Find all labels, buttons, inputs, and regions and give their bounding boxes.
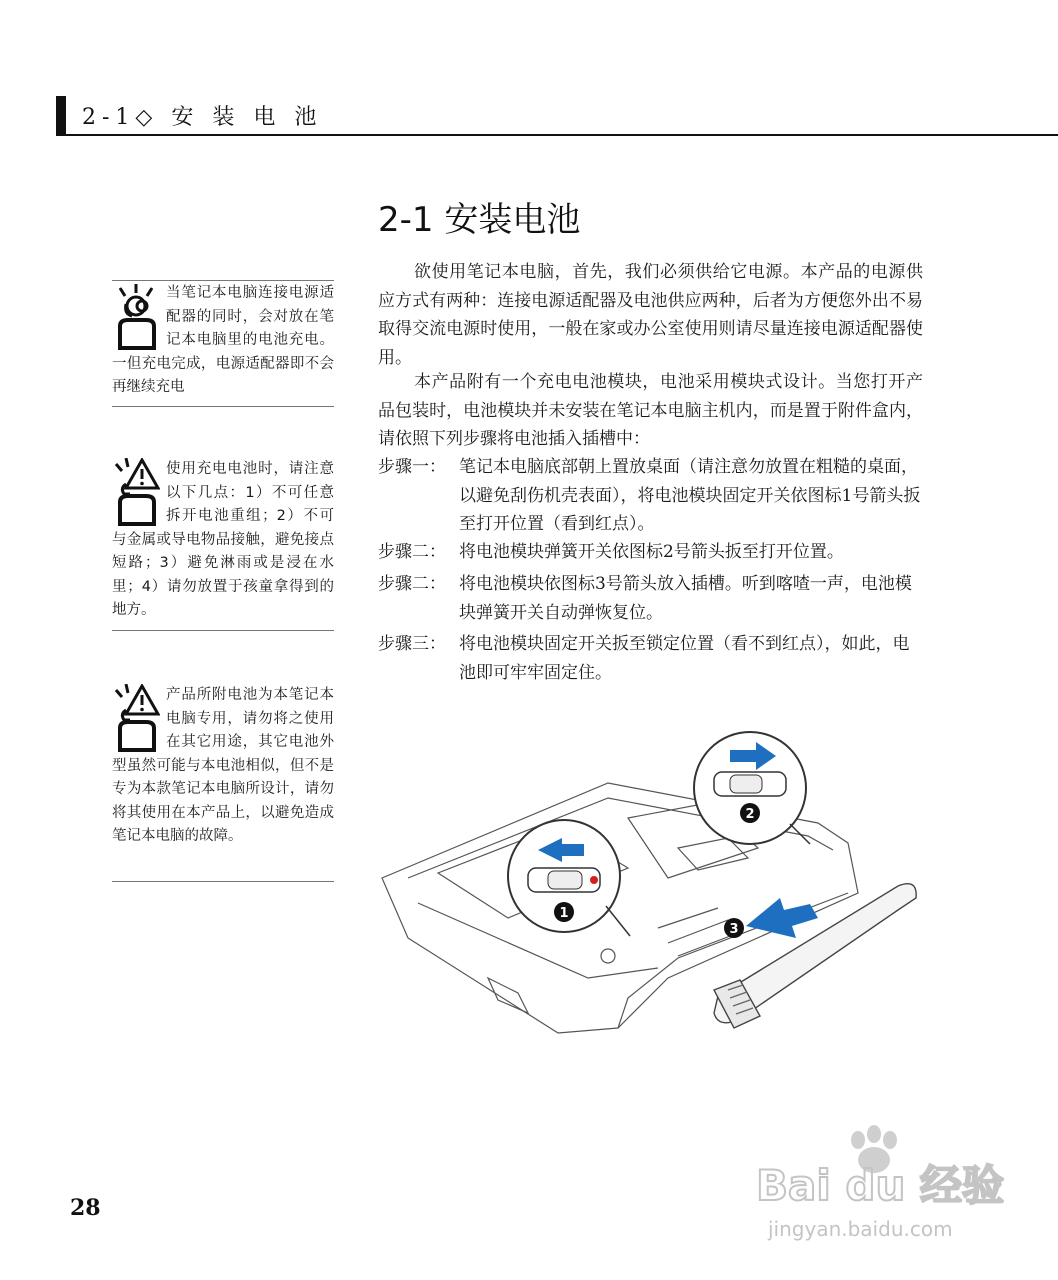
baidu-watermark (750, 1118, 1010, 1248)
intro-paragraph: 欲使用笔记本电脑，首先，我们必须供给它电源。本产品的电源供应方式有两种：连接电源适配器及电池供应两种，后者为方便您外出不易取得交流电源时使用，一般在家或办公室使用则请尽量连接电源适配器使用。 (378, 262, 923, 368)
svg-text:2: 2 (745, 807, 755, 822)
note-rule (112, 881, 334, 882)
note-warning-compatibility (112, 684, 334, 849)
note-text: 产品所附电池为本笔记本电脑专用，请勿将之使用在其它用途，其它电池外型虽然可能与本电池相似，但不是专为本款笔记本电脑所设计，请勿将其使用在本产品上，以避免造成笔记本电脑的故障。 (112, 687, 334, 844)
step-text: 将电池模块弹簧开关依图标2号箭头扳至打开位置。 (459, 542, 844, 562)
note-text: 当笔记本电脑连接电源适配器的同时，会对放在笔记本电脑里的电池充电。一但充电完成，电源适配器即不会再继续充电 (112, 285, 334, 395)
note-warning-usage (112, 458, 334, 623)
note-rule (112, 280, 334, 281)
step-item (378, 570, 923, 627)
warning-person-icon (112, 684, 160, 752)
header-bar (56, 96, 66, 136)
battery-installation-figure (378, 728, 938, 1056)
step-text: 将电池模块固定开关扳至锁定位置（看不到红点），如此，电池即可牢牢固定住。 (459, 634, 910, 683)
latch-zoom-1 (508, 820, 630, 936)
step-label: 步骤三： (378, 634, 446, 654)
note-text: 使用充电电池时，请注意以下几点：1）不可任意拆开电池重组；2）不可与金属或导电物品接触，避免接点短路；3）避免淋雨或是浸在水里；4）请勿放置于孩童拿得到的地方。 (112, 461, 334, 618)
step-item (378, 630, 923, 687)
note-rule (112, 630, 334, 631)
step-text: 将电池模块依图标3号箭头放入插槽。听到喀喳一声，电池模块弹簧开关自动弹恢复位。 (459, 574, 912, 623)
step-label: 步骤二： (378, 542, 446, 562)
note-tip-charging (112, 282, 334, 400)
warning-person-icon (112, 458, 160, 526)
step-item (378, 453, 923, 539)
step-item (378, 538, 923, 567)
watermark-brand: Bai du 经验 (756, 1161, 1004, 1210)
latch-red-dot (590, 876, 598, 884)
latch-zoom-2 (694, 732, 810, 844)
callout-3-badge (724, 918, 744, 938)
running-header-title: 2-1◇ 安 装 电 池 (82, 105, 323, 130)
step-label: 步骤二： (378, 574, 446, 594)
watermark-url: jingyan.baidu.com (768, 1217, 953, 1241)
section-title: 2-1 安装电池 (378, 200, 581, 240)
step-text: 笔记本电脑底部朝上置放桌面（请注意勿放置在粗糙的桌面，以避免刮伤机壳表面），将电池模块固定开关依图标1号箭头扳至打开位置（看到红点）。 (459, 457, 921, 534)
tip-person-icon (112, 282, 160, 350)
note-rule (112, 406, 334, 407)
svg-text:3: 3 (729, 922, 739, 937)
header-rule (56, 134, 1058, 136)
svg-text:1: 1 (559, 906, 569, 921)
step-label: 步骤一： (378, 457, 446, 477)
battery-module-paragraph: 本产品附有一个充电电池模块，电池采用模块式设计。当您打开产品包装时，电池模块并未安装在笔记本电脑主机内，而是置于附件盒内，请依照下列步骤将电池插入插槽中： (378, 372, 923, 449)
insert-arrow (746, 898, 818, 938)
page-number: 28 (70, 1195, 101, 1221)
